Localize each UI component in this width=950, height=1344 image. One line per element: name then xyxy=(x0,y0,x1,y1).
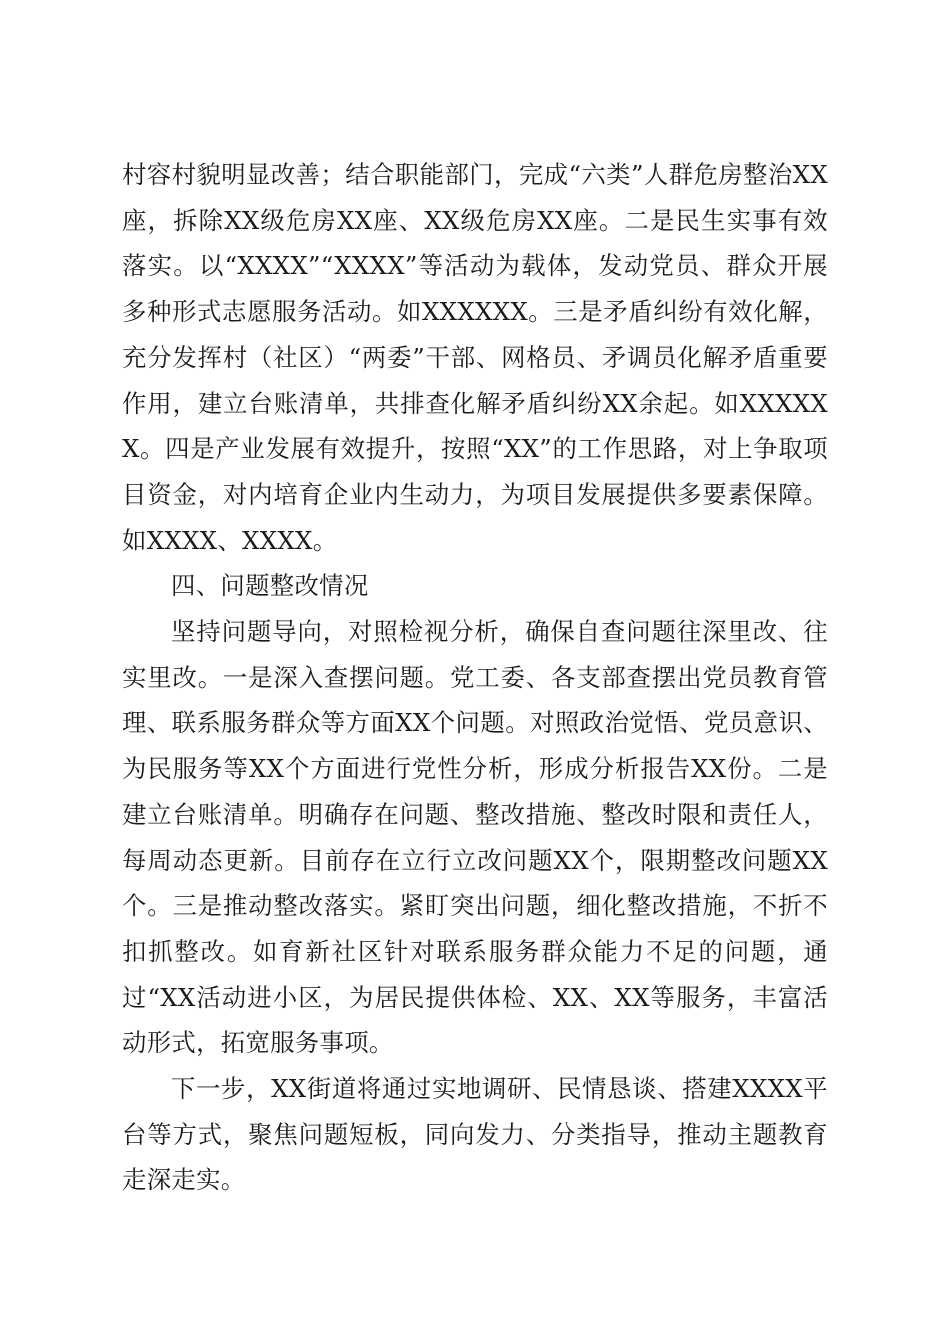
paragraph-continued: 村容村貌明显改善；结合职能部门，完成“六类”人群危房整治XX座，拆除XX级危房XX座、XX级危房XX座。二是民生实事有效落实。以“XXXX”“XXXX”等活动为载体，发动党员、群众开展多种形式志愿服务活动。如XXXXXX。三是矛盾纠纷有效化解，充分发挥村（社区）“两委”干部、网格员、矛调员化解矛盾重要作用，建立台账清单，共排查化解矛盾纠纷XX余起。如XXXXXX。四是产业发展有效提升，按照“XX”的工作思路，对上争取项目资金，对内培育企业内生动力，为项目发展提供多要素保障。如XXXX、XXXX。 xyxy=(122,160,828,555)
document-body xyxy=(122,152,828,1203)
paragraph-rectification: 坚持问题导向，对照检视分析，确保自查问题往深里改、往实里改。一是深入查摆问题。党工委、各支部查摆出党员教育管理、联系服务群众等方面XX个问题。对照政治觉悟、党员意识、为民服务等XX个方面进行党性分析，形成分析报告XX份。二是建立台账清单。明确存在问题、整改措施、整改时限和责任人，每周动态更新。目前存在立行立改问题XX个，限期整改问题XX个。三是推动整改落实。紧盯突出问题，细化整改措施，不折不扣抓整改。如育新社区针对联系服务群众能力不足的问题，通过“XX活动进小区，为居民提供体检、XX、XX等服务，丰富活动形式，拓宽服务事项。 xyxy=(122,617,828,1058)
paragraph-next-step: 下一步，XX街道将通过实地调研、民情恳谈、搭建XXXX平台等方式，聚焦问题短板，同向发力、分类指导，推动主题教育走深走实。 xyxy=(122,1074,828,1195)
section-heading: 四、问题整改情况 xyxy=(171,571,369,601)
